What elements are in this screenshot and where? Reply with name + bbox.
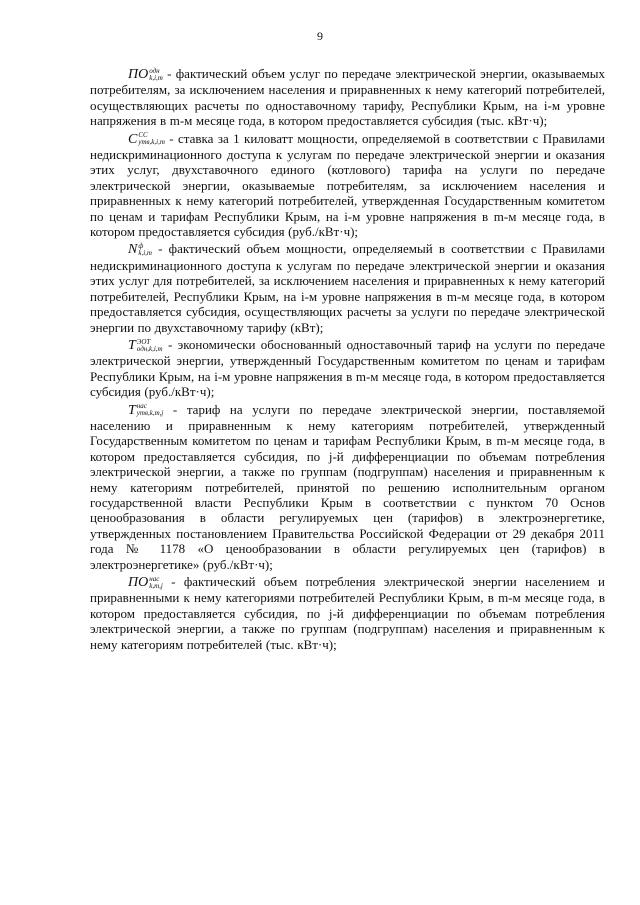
definition-entry [90,241,605,334]
formula-symbol: Т ЭОТ одн,k,i,m [128,337,163,353]
definition-text: - фактический объем мощности, определяемый в соответствии с Правилами недискриминационного доступа к услугам по передаче электрической энергии и оказания этих услуг для потребителей, за исключением населения и приравненных к нему категорий потребителей, Республики Крым, на i-м уровне напряжения в m-м месяце года, в котором предоставляется субсидия, осуществляющих расчеты за услуги по передаче электрической энергии по двухставочному тарифу (кВт); [90,241,605,335]
definition-entry [90,131,605,240]
definition-text: - тариф на услуги по передаче электрической энергии, поставляемой населению и приравненным к нему категориям потребителей, утвержденный Государственным комитетом по ценам и тарифам Республики Крым, в m-м месяце года, в котором предоставляется субсидия, по j-й дифференциации по объемам потребления электрической энергии, а также по группам (подгруппам) населения и приравненным к нему категориям потребителей, принятой по решению исполнительным органом государственной власти Республики Крым в соответствии с пунктом 70 Основ ценообразования в области регулируемых цен (тарифов) в электроэнергетике, утвержденных постановлением Правительства Российской Федерации от 29 декабря 2011 года № 1178 «О ценообразовании в области регулируемых цен (тарифов) в электроэнергетике» (руб./кВт·ч); [90,401,605,572]
formula-symbol: ПО одн k,i,m [128,66,163,82]
definition-text: - фактический объем услуг по передаче электрической энергии, оказываемых потребителям, за исключением населения и приравненных к нему категорий потребителей, осуществляющих расчеты по одноставочному тарифу, Республики Крым, на i-м уровне напряжения в m-м месяце года, в котором предоставляется субсидия (тыс. кВт·ч); [90,66,605,129]
definition-text: - экономически обоснованный одноставочный тариф на услуги по передаче электрической энергии, утвержденный Государственным комитетом по ценам и тарифам Республики Крым, на i-м уровне напряжения в m-м месяце года, в котором предоставляется субсидия (руб./кВт·ч); [90,336,605,400]
page-number: 9 [317,29,323,43]
definition-entry [90,337,605,400]
definition-entry [90,402,605,572]
definition-entry [90,574,605,652]
formula-symbol: N ф k,i,m [128,242,152,258]
definition-entry [90,66,605,129]
formula-symbol: ПО нас k,m,j [128,574,163,590]
formula-symbol: С СС утв,k,i,m [128,131,165,147]
definitions-list [90,66,605,654]
definition-text: - фактический объем потребления электрической энергии населением и приравненными к нему категориями потребителей Республики Крым, в m-м месяце года, в котором предоставляется субсидия, по j-й дифференциации по объемам потребления электрической энергии, а также по группам (подгруппам) населения и приравненным к нему категориям потребителей (тыс. кВт·ч); [90,574,605,652]
formula-symbol: Т нас утв,k,m,j [128,402,164,418]
definition-text: - ставка за 1 киловатт мощности, определяемой в соответствии с Правилами недискриминационного доступа к услугам по передаче электрической энергии и оказания этих услуг, двухставочного единого (котлового) тарифа на услуги по передаче электрической энергии, оказываемые потребителям, за исключением населения и приравненных к нему категорий потребителей, утвержденная Государственным комитетом по ценам и тарифам Республики Крым, на i-м уровне напряжения в m-м месяце года, в котором предоставляется субсидия (руб./кВт·ч); [90,130,605,240]
